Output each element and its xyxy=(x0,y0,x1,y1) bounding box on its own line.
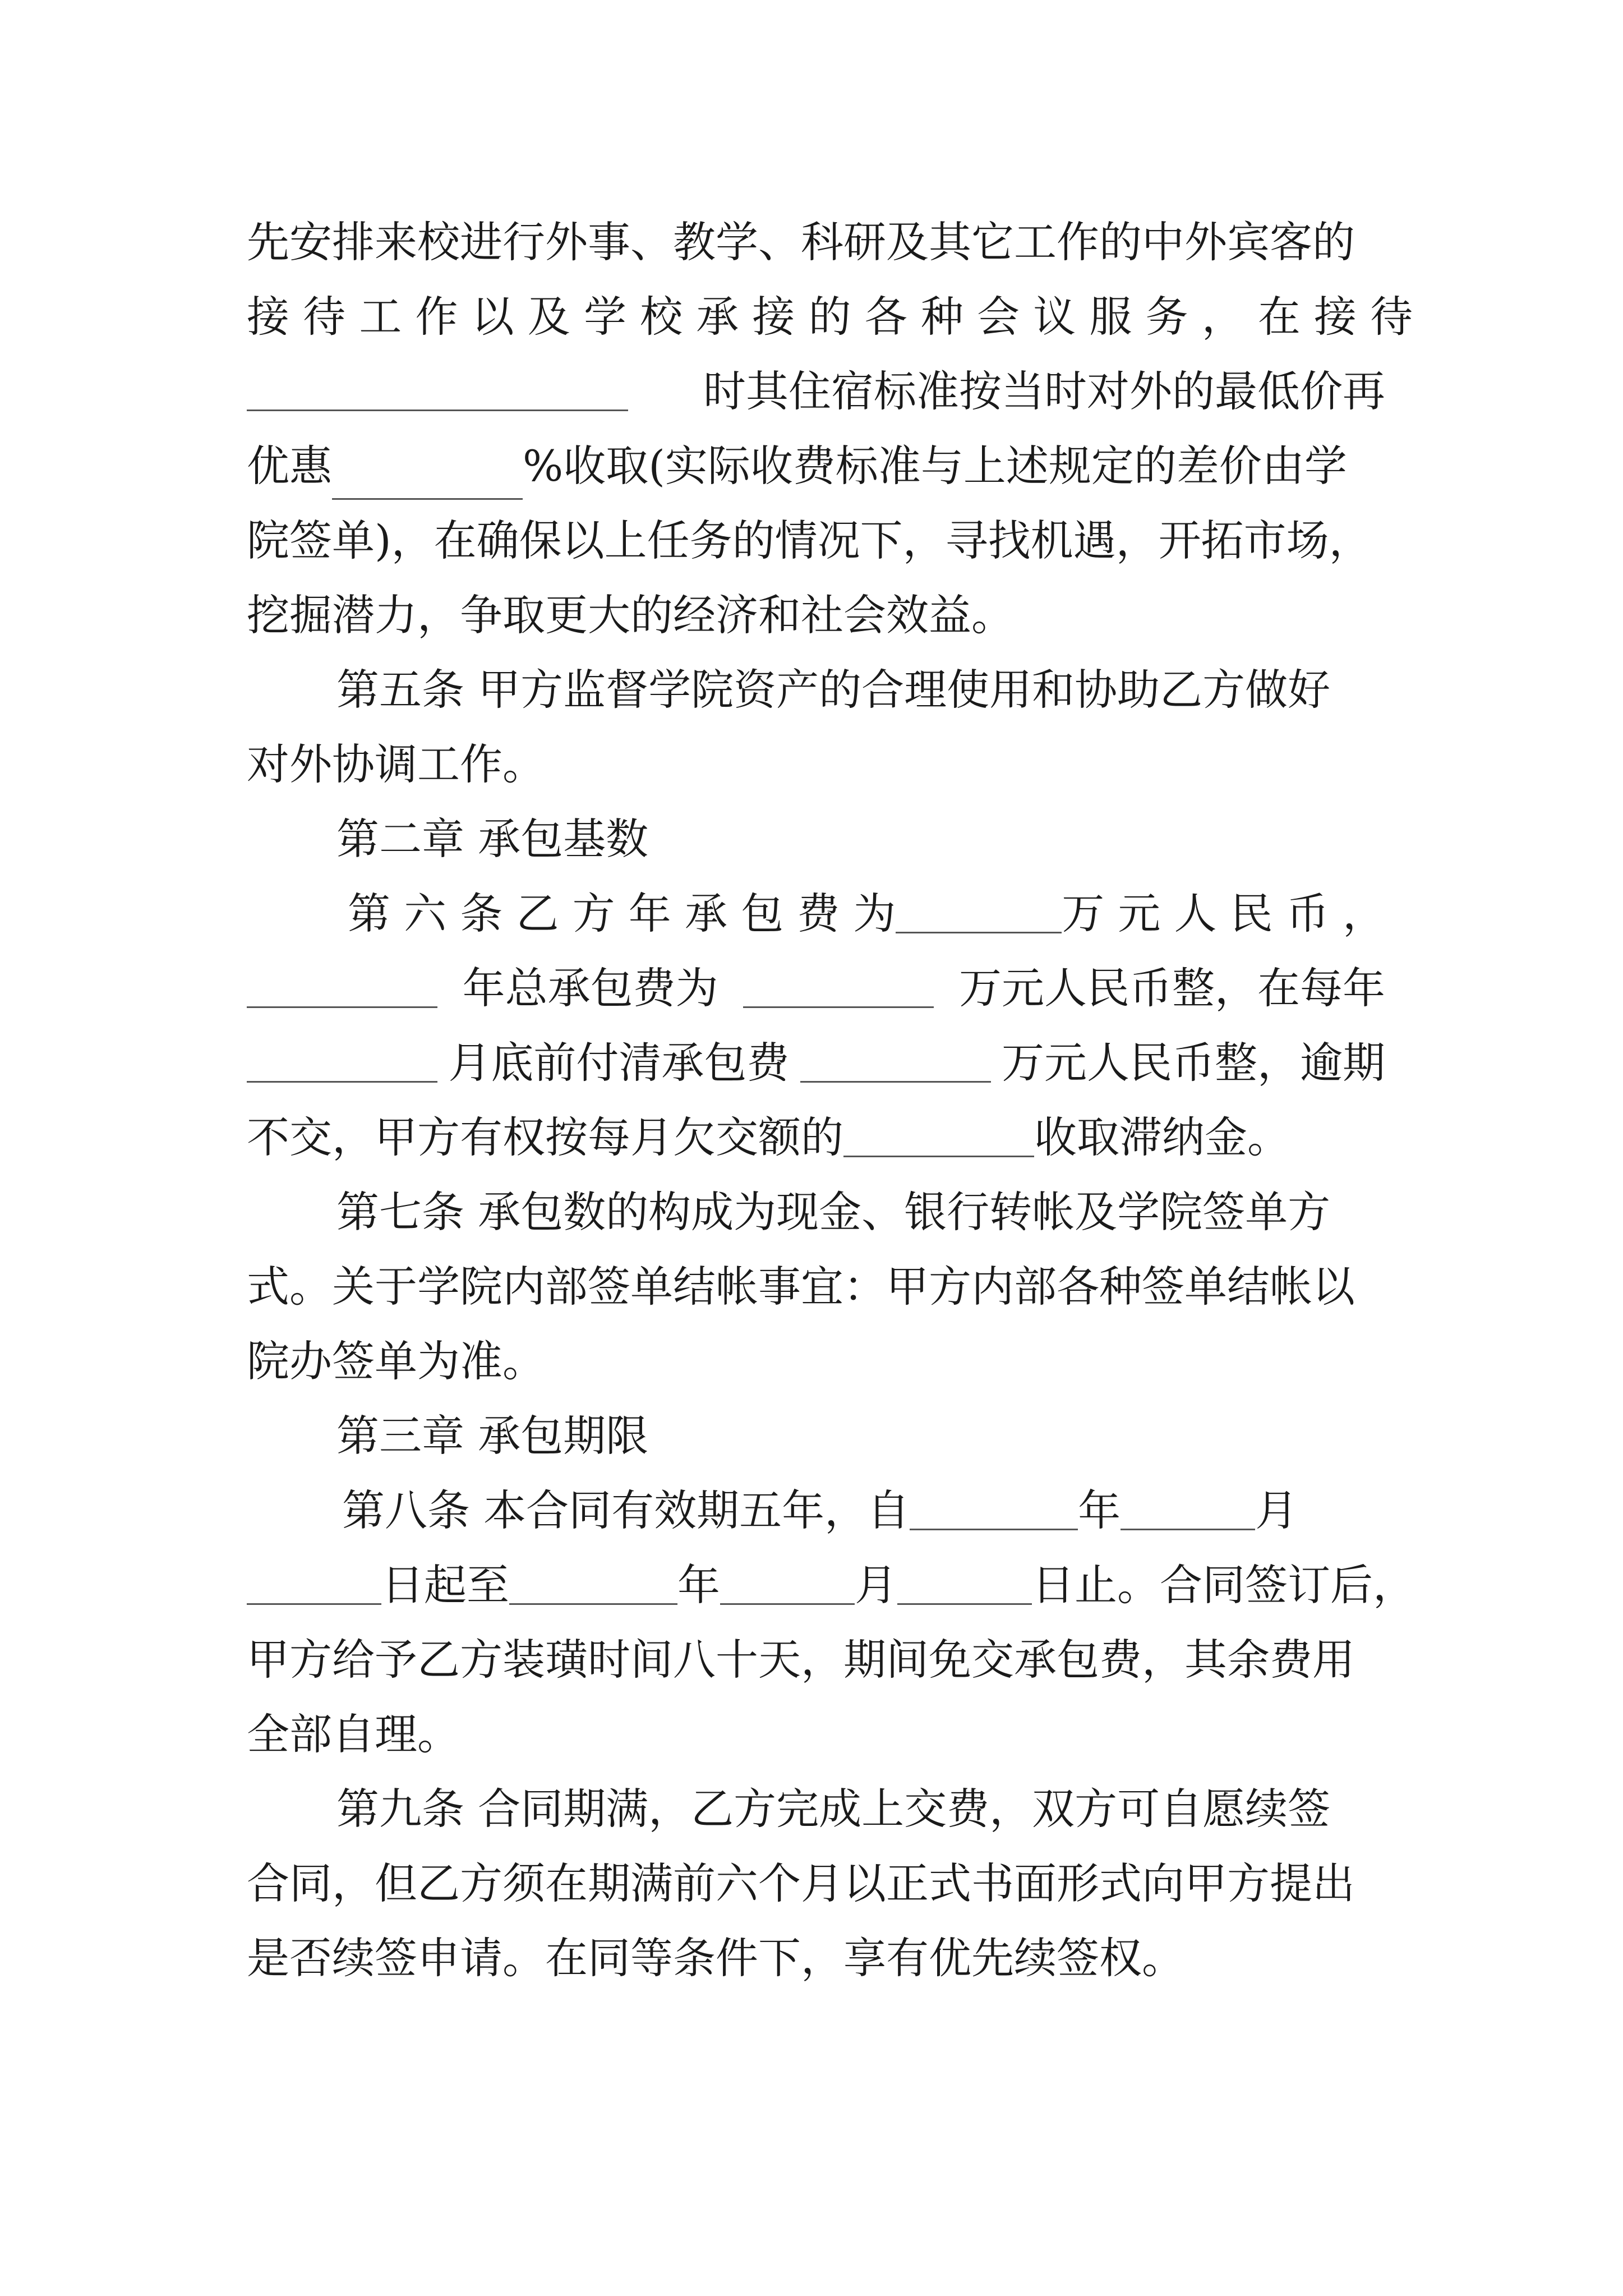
article-5-line-1 xyxy=(336,656,1385,724)
chapter-3-heading xyxy=(336,1402,648,1470)
fill-in-blank[interactable] xyxy=(743,969,934,1008)
fill-in-blank[interactable] xyxy=(1121,1492,1255,1530)
body-text: 时其住宿标准按当时对外的最低价再 xyxy=(703,366,1385,416)
body-text: 月 xyxy=(855,1560,897,1610)
fill-in-blank[interactable] xyxy=(247,1566,381,1605)
article-6-line-4 xyxy=(247,1104,1290,1171)
body-text: 收取滞纳金。 xyxy=(1034,1112,1290,1162)
body-text: 合同，但乙方须在期满前六个月以正式书面形式向甲方提出 xyxy=(247,1858,1355,1908)
fill-in-blank[interactable] xyxy=(896,895,1062,933)
fill-in-blank[interactable] xyxy=(509,1566,677,1605)
body-text: 接 待 工 作 以 及 学 校 承 接 的 各 种 会 议 服 务 ， 在 接 待 xyxy=(247,292,1413,342)
fill-in-blank[interactable] xyxy=(897,1566,1032,1605)
body-line-4 xyxy=(247,432,1385,500)
article-7-line-1 xyxy=(336,1179,1385,1246)
body-text: 日起至 xyxy=(381,1560,509,1610)
body-text: 优惠 xyxy=(247,441,332,491)
fill-in-blank[interactable] xyxy=(247,1044,437,1083)
body-text: 年总承包费为 xyxy=(462,963,718,1013)
body-text: 是否续签申请。在同等条件下，享有优先续签权。 xyxy=(247,1933,1184,1983)
fill-in-blank[interactable] xyxy=(247,969,437,1008)
body-text: 月 xyxy=(1255,1485,1298,1535)
fill-in-blank[interactable] xyxy=(720,1566,855,1605)
body-text: 对外协调工作。 xyxy=(247,739,545,789)
body-line-2 xyxy=(247,283,1413,351)
article-8-line-2 xyxy=(247,1552,1415,1619)
fill-in-blank[interactable] xyxy=(800,1044,991,1083)
article-9-line-2 xyxy=(247,1850,1385,1917)
article-8-line-1 xyxy=(342,1477,1298,1544)
fill-in-blank[interactable] xyxy=(332,461,523,500)
article-8-line-3 xyxy=(247,1626,1385,1694)
chapter-2-heading xyxy=(336,806,648,873)
chapter-heading: 第二章 承包基数 xyxy=(336,814,649,864)
body-text: 万 元 人 民 币 ， xyxy=(1062,889,1385,938)
body-line-3 xyxy=(247,358,1385,425)
body-text: 万元人民币整，逾期 xyxy=(1001,1038,1385,1088)
fill-in-blank[interactable] xyxy=(843,1119,1034,1157)
body-text: 年 xyxy=(1078,1485,1121,1535)
chapter-heading: 第三章 承包期限 xyxy=(336,1411,649,1461)
body-text: 挖掘潜力，争取更大的经济和社会效益。 xyxy=(247,590,1014,640)
article-7-line-3 xyxy=(247,1328,545,1395)
article-6-line-1 xyxy=(348,880,1385,947)
body-text: 万元人民币整，在每年 xyxy=(958,963,1385,1013)
article-9-line-1 xyxy=(336,1775,1385,1843)
body-text: 甲方给予乙方装璜时间八十天，期间免交承包费，其余费用 xyxy=(247,1635,1355,1685)
body-text: 式。关于学院内部签单结帐事宜：甲方内部各种签单结帐以 xyxy=(247,1262,1355,1312)
body-text: 院办签单为准。 xyxy=(247,1336,545,1386)
body-text: 月底前付清承包费 xyxy=(448,1038,790,1088)
body-text: %收取(实际收费标准与上述规定的差价由学 xyxy=(523,441,1347,491)
body-text: 先安排来校进行外事、教学、科研及其它工作的中外宾客的 xyxy=(247,217,1355,267)
body-text: 日止。合同签订后， xyxy=(1032,1560,1415,1610)
body-line-5 xyxy=(247,507,1385,574)
article-6-line-2 xyxy=(247,955,1385,1022)
article-6-line-3 xyxy=(247,1029,1385,1097)
body-text: 全部自理。 xyxy=(247,1709,460,1759)
body-text: 院签单)，在确保以上任务的情况下，寻找机遇，开拓市场， xyxy=(247,516,1372,565)
article-9-line-3 xyxy=(247,1925,1184,1992)
article-8-line-4 xyxy=(247,1701,460,1768)
article-7-line-2 xyxy=(247,1253,1385,1320)
body-line-6 xyxy=(247,582,1014,649)
body-line-1 xyxy=(247,209,1385,276)
body-text: 年 xyxy=(677,1560,720,1610)
fill-in-blank[interactable] xyxy=(910,1492,1078,1530)
body-text: 第五条 甲方监督学院资产的合理使用和协助乙方做好 xyxy=(336,665,1331,715)
body-text: 第 六 条 乙 方 年 承 包 费 为 xyxy=(348,889,896,938)
body-text: 不交，甲方有权按每月欠交额的 xyxy=(247,1112,843,1162)
body-text: 第七条 承包数的构成为现金、银行转帐及学院签单方 xyxy=(336,1187,1331,1237)
body-text: 第九条 合同期满，乙方完成上交费，双方可自愿续签 xyxy=(336,1784,1331,1834)
article-5-line-2 xyxy=(247,731,545,798)
body-text: 第八条 本合同有效期五年，自 xyxy=(342,1485,910,1535)
fill-in-blank[interactable] xyxy=(247,372,628,411)
